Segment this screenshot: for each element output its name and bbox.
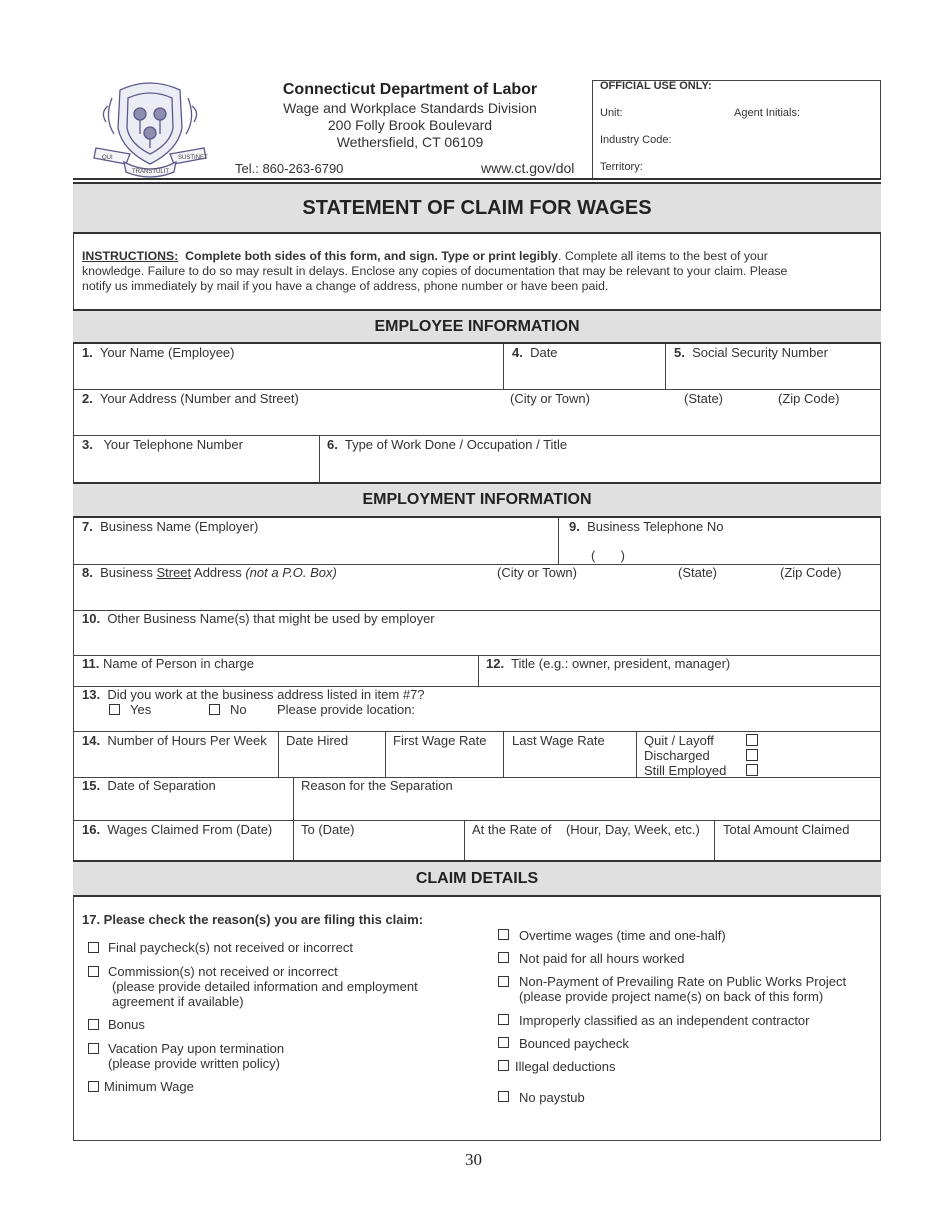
seal-motto-transtulit: TRANSTULIT [132,169,170,175]
field-11-person-in-charge[interactable]: 11. Name of Person in charge [82,656,255,671]
minimum-wage-checkbox[interactable] [88,1081,99,1092]
employment-info-band [73,482,881,518]
q13-no-label: No [230,702,247,717]
independent-contractor-label: Improperly classified as an independent contractor [519,1013,810,1028]
independent-contractor-checkbox[interactable] [498,1014,509,1025]
commission-note-2: agreement if available) [112,994,244,1009]
q13-no-checkbox[interactable] [209,704,220,715]
final-paycheck-label: Final paycheck(s) not received or incorrect [108,940,353,955]
field-6-occupation[interactable]: 6. Type of Work Done / Occupation / Title [327,437,568,452]
field-16-wages-from-date[interactable]: 16. Wages Claimed From (Date) [82,822,273,837]
field-9-business-telephone[interactable]: 9. Business Telephone No [569,519,724,534]
not-paid-hours-label: Not paid for all hours worked [519,951,685,966]
status-quit-layoff-label: Quit / Layoff [644,733,714,748]
business-zip-label: (Zip Code) [780,565,842,580]
prevailing-rate-label: Non-Payment of Prevailing Rate on Public Works Project [519,974,847,989]
field-15-date-of-separation[interactable]: 15. Date of Separation [82,778,216,793]
employee-info-band [73,309,881,344]
instructions-label: INSTRUCTIONS: [82,249,179,263]
vacation-pay-note: (please provide written policy) [108,1056,280,1071]
no-paystub-checkbox[interactable] [498,1091,509,1102]
field-10-other-business-names[interactable]: 10. Other Business Name(s) that might be used by employer [82,611,435,626]
final-paycheck-checkbox[interactable] [88,942,99,953]
field-13-question: 13. Did you work at the business address listed in item #7? [82,687,425,702]
illegal-deductions-checkbox[interactable] [498,1060,509,1071]
form-title-band [73,182,881,234]
status-still-employed-checkbox[interactable] [746,764,758,776]
agency-name: Connecticut Department of Labor [282,81,538,98]
employee-state-label: (State) [684,391,724,406]
employee-city-label: (City or Town) [510,391,590,406]
instructions-rest: . Complete all items to the best of your [557,249,768,263]
not-paid-hours-checkbox[interactable] [498,952,509,963]
q13-yes-label: Yes [130,702,152,717]
bonus-checkbox[interactable] [88,1019,99,1030]
last-wage-rate-field[interactable]: Last Wage Rate [512,733,605,748]
employment-info-heading: EMPLOYMENT INFORMATION [362,491,592,508]
rate-field[interactable]: At the Rate of (Hour, Day, Week, etc.) [472,822,700,837]
employee-info-heading: EMPLOYEE INFORMATION [374,318,580,335]
official-industry-code-label: Industry Code: [600,134,672,146]
agency-telephone: Tel.: 860-263-6790 [235,161,344,176]
first-wage-rate-field[interactable]: First Wage Rate [393,733,487,748]
status-discharged-checkbox[interactable] [746,749,758,761]
q13-location-label: Please provide location: [277,702,416,717]
minimum-wage-label: Minimum Wage [104,1079,194,1094]
form-title: STATEMENT OF CLAIM FOR WAGES [302,197,652,219]
official-unit-label: Unit: [600,107,623,119]
field-3-telephone[interactable]: 3. Your Telephone Number [82,437,243,452]
field-2-address[interactable]: 2. Your Address (Number and Street) [82,391,299,406]
vacation-pay-checkbox[interactable] [88,1043,99,1054]
official-use-title: OFFICIAL USE ONLY: [600,80,712,92]
agency-city: Wethersfield, CT 06109 [336,134,484,150]
field-4-date[interactable]: 4. Date [512,345,558,360]
official-agent-initials-label: Agent Initials: [734,107,801,119]
overtime-label: Overtime wages (time and one-half) [519,928,726,943]
seal-motto-sustinet: SUSTINET [178,155,208,161]
title-divider [73,178,881,180]
business-city-label: (City or Town) [497,565,577,580]
q13-yes-checkbox[interactable] [109,704,120,715]
field-14-hours-per-week[interactable]: 14. Number of Hours Per Week [82,733,267,748]
status-quit-layoff-checkbox[interactable] [746,734,758,746]
total-amount-claimed-field[interactable]: Total Amount Claimed [723,822,850,837]
official-territory-label: Territory: [600,161,643,173]
field-7-business-name[interactable]: 7. Business Name (Employer) [82,519,259,534]
date-hired-field[interactable]: Date Hired [286,733,349,748]
commission-note-1: (please provide detailed information and employment [112,979,418,994]
no-paystub-label: No paystub [519,1090,585,1105]
field-8-business-address[interactable]: 8. Business Street Address (not a P.O. Box) [82,565,337,580]
vacation-pay-label: Vacation Pay upon termination [108,1041,285,1056]
instructions-line-3: notify us immediately by mail if you have a change of address, phone number or have been paid. [82,279,609,293]
to-date-field[interactable]: To (Date) [301,822,355,837]
phone-area-code-parens: ( ) [591,548,625,563]
instructions-line-2: knowledge. Failure to do so may result in delays. Enclose any copies of documentation that may be relevant to your claim. Please [82,264,788,278]
employee-zip-label: (Zip Code) [778,391,840,406]
agency-website: www.ct.gov/dol [481,160,575,176]
status-discharged-label: Discharged [644,748,710,763]
question-17: 17. Please check the reason(s) you are filing this claim: [82,912,424,927]
illegal-deductions-label: Illegal deductions [515,1059,616,1074]
field-12-title[interactable]: 12. Title (e.g.: owner, president, manager) [486,656,731,671]
instructions-line-1 [82,249,768,263]
status-still-employed-label: Still Employed [644,763,727,778]
prevailing-rate-note: (please provide project name(s) on back of this form) [519,989,824,1004]
commission-checkbox[interactable] [88,966,99,977]
commission-label: Commission(s) not received or incorrect [108,964,338,979]
bounced-paycheck-checkbox[interactable] [498,1037,509,1048]
prevailing-rate-checkbox[interactable] [498,976,509,987]
agency-street: 200 Folly Brook Boulevard [327,117,493,133]
field-1-employee-name[interactable]: 1. Your Name (Employee) [82,345,235,360]
reason-for-separation-field[interactable]: Reason for the Separation [301,778,453,793]
instructions-bold: Complete both sides of this form, and sign. Type or print legibly [185,249,558,263]
field-5-ssn[interactable]: 5. Social Security Number [674,345,828,360]
bounced-paycheck-label: Bounced paycheck [519,1036,629,1051]
division-name: Wage and Workplace Standards Division [283,100,537,116]
seal-motto-qui: QUI [102,155,113,161]
state-seal-logo [90,78,210,180]
business-state-label: (State) [678,565,718,580]
claim-details-band [73,860,881,897]
claim-details-heading: CLAIM DETAILS [415,870,539,887]
bonus-label: Bonus [108,1017,145,1032]
page-number: 30 [465,1150,482,1169]
employee-section-frame [73,344,881,482]
overtime-checkbox[interactable] [498,929,509,940]
